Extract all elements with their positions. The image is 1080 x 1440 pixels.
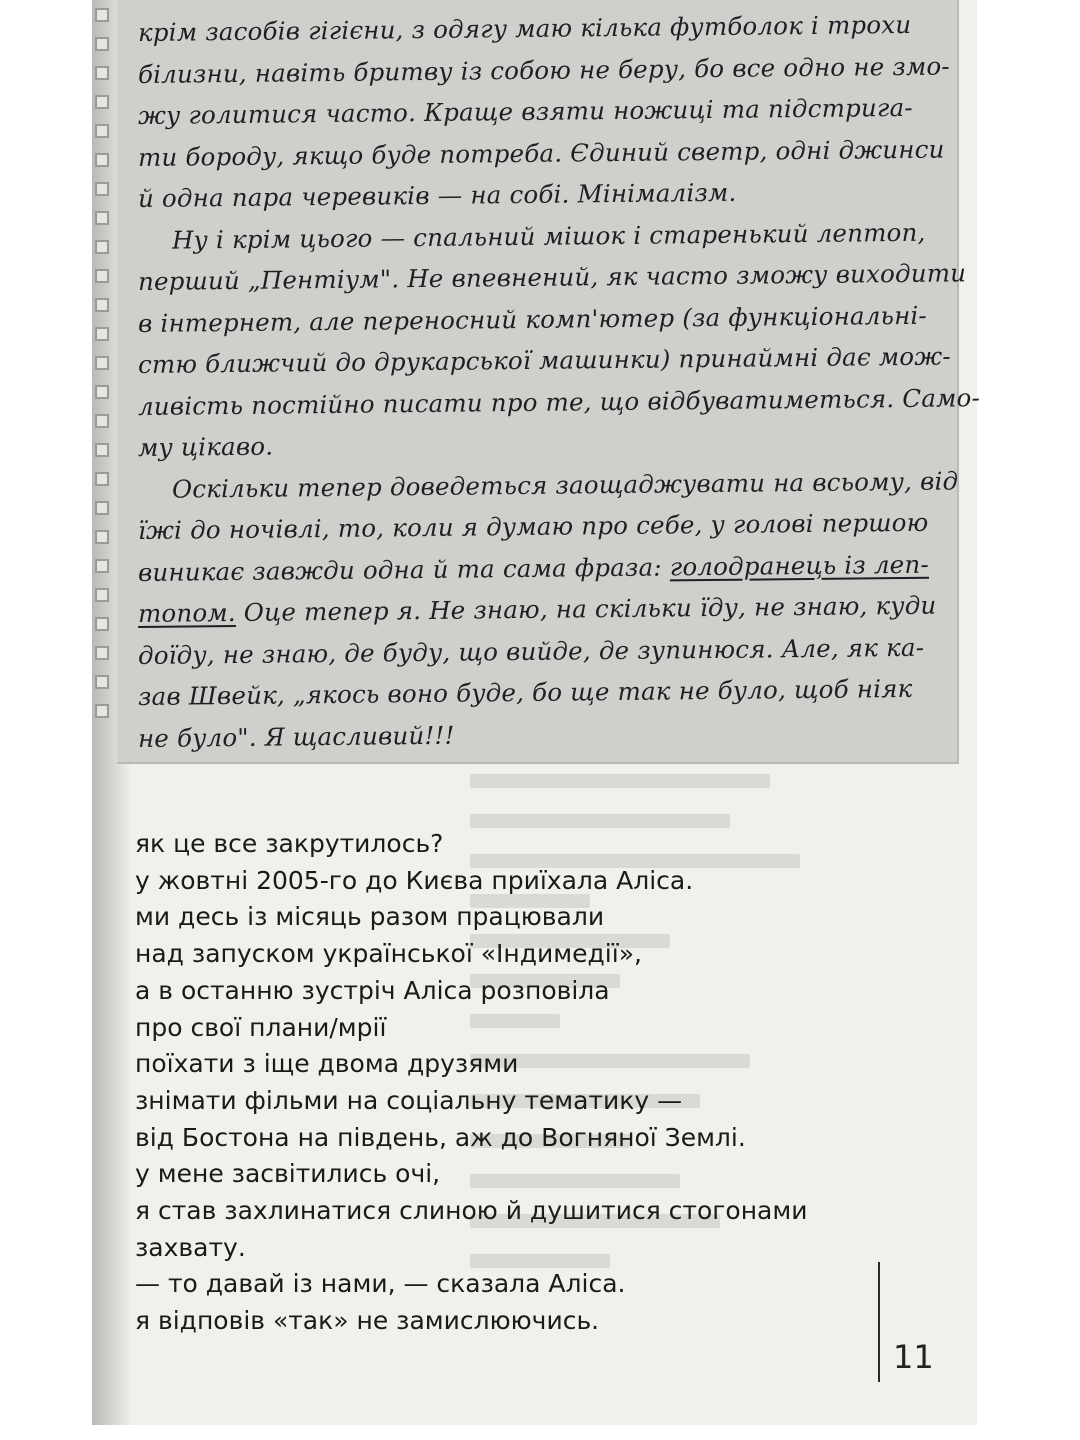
note-line: му цікаво. [137,431,274,462]
binding-hole [95,704,109,718]
note-line: їжі до ночівлі, то, коли я думаю про себе, у голові першою [137,507,929,545]
binding-hole [95,298,109,312]
body-line: у жовтні 2005-го до Києва приїхала Аліса. [135,865,694,895]
body-line: ми десь із місяць разом працювали [135,902,605,932]
underlined-phrase: голодранець із леп- [669,549,930,581]
binding-hole [95,559,109,573]
notebook-binding [92,8,114,748]
handwritten-text [137,9,981,759]
note-line: й одна пара черевиків — на собі. Мінімалізм. [137,177,737,213]
binding-hole [95,385,109,399]
note-line: зав Швейк, „якось воно буде, бо ще так не було, щоб ніяк [137,673,913,711]
binding-hole [95,472,109,486]
body-line: як це все закрутилось? [135,829,444,858]
note-line: Оскільки тепер доведеться заощаджувати на всьому, від [171,465,959,504]
page-number: 11 [893,1338,934,1376]
binding-hole [95,617,109,631]
binding-hole [95,66,109,80]
binding-hole [95,37,109,51]
body-line: у мене засвітились очі, [135,1159,441,1189]
body-line: — то давай із нами, — сказала Аліса. [135,1269,626,1299]
binding-hole [95,327,109,341]
binding-hole [95,269,109,283]
body-line: над запуском української «Індимедії», [135,939,642,969]
note-line: не було". Я щасливий!!! [137,720,455,753]
body-line: знімати фільми на соціальну тематику — [135,1085,683,1115]
note-line [137,585,937,635]
body-line: про свої плани/мрії [135,1012,387,1042]
body-line: від Бостона на південь, аж до Вогняної Землі. [135,1122,746,1152]
binding-hole [95,501,109,515]
binding-hole [95,443,109,457]
note-line: стю ближчий до друкарської машинки) принаймні дає мож- [137,341,951,379]
note-line: ти бороду, якщо буде потреба. Єдиний светр, одні джинси [137,134,945,172]
body-line: я став захлинатися слиною й душитися стогонами [135,1196,808,1226]
binding-hole [95,414,109,428]
binding-hole [95,356,109,370]
note-line: доїду, не знаю, де буду, що вийде, де зупинюся. Але, як ка- [137,632,925,670]
body-line: а в останню зустріч Аліса розповіла [135,975,610,1005]
note-line: жу голитися часто. Краще взяти ножиці та підстрига- [137,92,913,130]
body-line: я відповів «так» не замислюючись. [135,1306,600,1336]
binding-hole [95,646,109,660]
note-line: крім засобів гігієни, з одягу маю кілька футболок і трохи [137,9,912,47]
page-number-divider [878,1262,880,1382]
body-line: поїхати з іще двома друзями [135,1049,519,1079]
body-line: захвату. [135,1232,246,1262]
binding-hole [95,211,109,225]
binding-hole [95,8,109,22]
note-phrase-lead: виникає завжди одна й та сама фраза: [137,552,662,587]
underlined-phrase-end: топом. [137,597,236,628]
binding-hole [95,240,109,254]
body-text [135,826,895,1340]
binding-hole [95,95,109,109]
binding-hole [95,530,109,544]
note-line: в інтернет, але переносний комп'ютер (за функціональні- [137,300,928,338]
note-line: Ну і крім цього — спальний мішок і старенький лептоп, [171,217,926,255]
binding-hole [95,588,109,602]
binding-hole [95,124,109,138]
binding-hole [95,675,109,689]
binding-hole [95,153,109,167]
note-line: перший „Пентіум". Не впевнений, як часто зможу виходити [137,258,967,296]
note-phrase-tail: Оце тепер я. Не знаю, на скільки їду, не знаю, куди [243,590,937,627]
binding-hole [95,182,109,196]
note-line: білизни, навіть бритву із собою не беру, бо все одно не змо- [137,50,950,89]
note-line: ливість постійно писати про те, що відбуватиметься. Само- [137,382,981,421]
